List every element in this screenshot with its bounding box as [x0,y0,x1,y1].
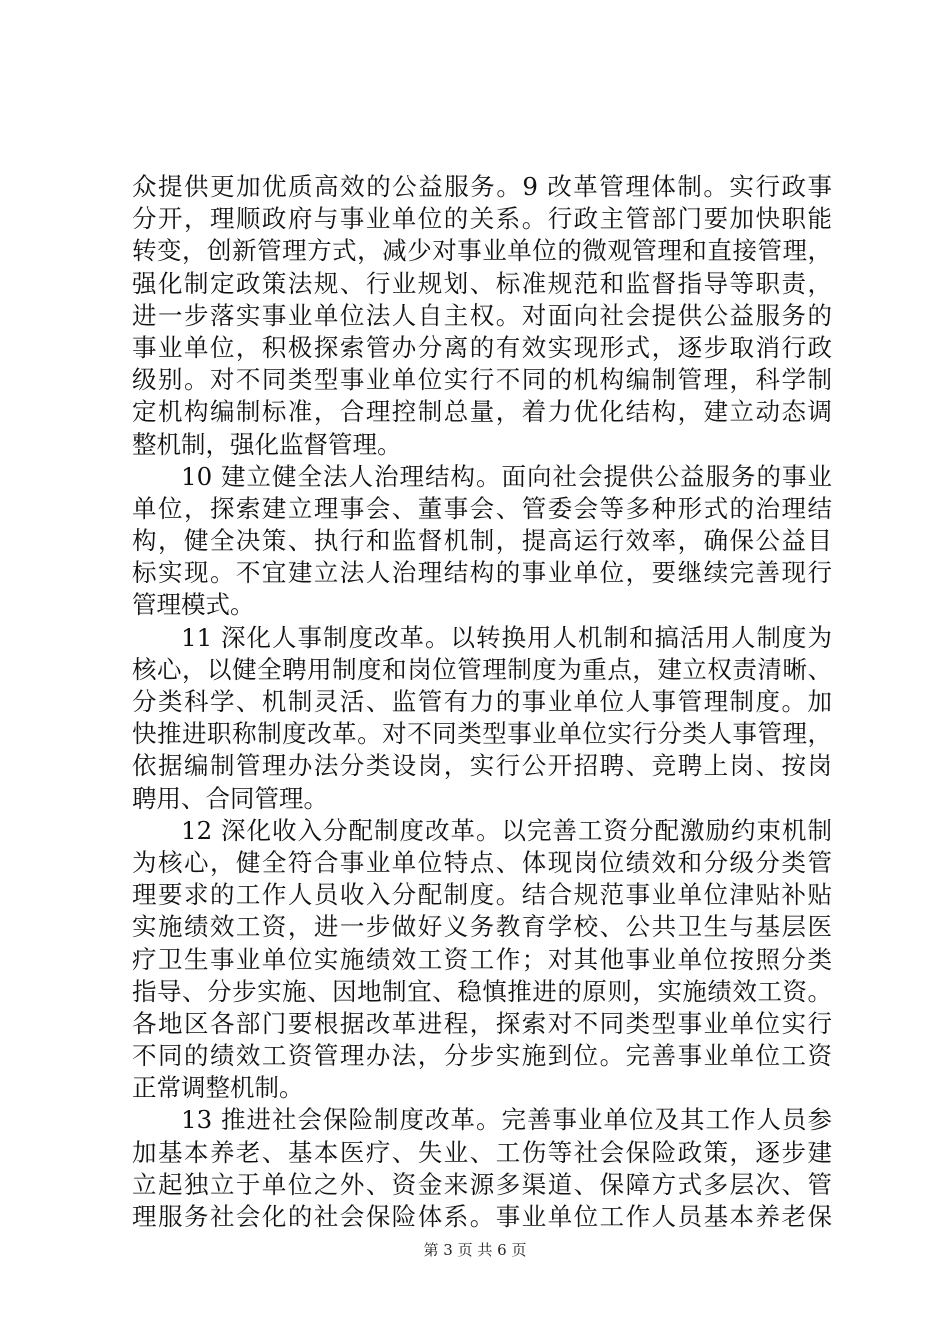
text-line: 分开，理顺政府与事业单位的关系。行政主管部门要加快职能 [132,204,832,234]
text-line: 进一步落实事业单位法人自主权。对面向社会提供公益服务的 [132,300,832,330]
text-line: 为核心，健全符合事业单位特点、体现岗位绩效和分级分类管 [132,847,832,877]
text-line: 众提供更加优质高效的公益服务。9 改革管理体制。实行政事 [132,172,832,201]
text-line: 单位，探索建立理事会、董事会、管委会等多种形式的治理结 [132,493,832,523]
text-line: 依据编制管理办法分类设岗，实行公开招聘、竞聘上岗、按岗 [132,751,832,781]
paragraph-start-line: 12 深化收入分配制度改革。以完善工资分配激励约束机制 [181,815,832,845]
text-line: 聘用、合同管理。 [132,783,328,813]
paragraph-start-line: 13 推进社会保险制度改革。完善事业单位及其工作人员参 [181,1105,832,1135]
text-line: 事业单位，积极探索管办分离的有效实现形式，逐步取消行政 [132,332,832,362]
text-line: 转变，创新管理方式，减少对事业单位的微观管理和直接管理， [132,236,832,266]
text-line: 核心，以健全聘用制度和岗位管理制度为重点，建立权责清晰、 [132,654,832,684]
paragraph-start-line: 10 建立健全法人治理结构。面向社会提供公益服务的事业 [181,461,832,491]
page-number-footer: 第 3 页 共 6 页 [423,1241,527,1259]
document-body [132,171,832,1233]
text-line: 理要求的工作人员收入分配制度。结合规范事业单位津贴补贴 [132,880,832,910]
text-line: 强化制定政策法规、行业规划、标准规范和监督指导等职责， [132,268,832,298]
text-line: 立起独立于单位之外、资金来源多渠道、保障方式多层次、管 [132,1169,832,1199]
text-line: 不同的绩效工资管理办法，分步实施到位。完善事业单位工资 [132,1041,832,1071]
text-line: 理服务社会化的社会保险体系。事业单位工作人员基本养老保 [132,1202,832,1231]
text-line: 疗卫生事业单位实施绩效工资工作；对其他事业单位按照分类 [132,944,832,974]
text-line: 标实现。不宜建立法人治理结构的事业单位，要继续完善现行 [132,558,832,588]
text-line: 各地区各部门要根据改革进程，探索对不同类型事业单位实行 [132,1008,832,1038]
paragraph-start-line: 11 深化人事制度改革。以转换用人机制和搞活用人制度为 [181,622,832,652]
text-line: 构，健全决策、执行和监督机制，提高运行效率，确保公益目 [132,526,832,556]
text-line: 实施绩效工资，进一步做好义务教育学校、公共卫生与基层医 [132,912,832,942]
text-line: 分类科学、机制灵活、监管有力的事业单位人事管理制度。加 [132,687,832,716]
text-line: 快推进职称制度改革。对不同类型事业单位实行分类人事管理， [132,719,832,749]
text-line: 管理模式。 [132,590,255,620]
text-line: 正常调整机制。 [132,1073,304,1103]
text-line: 级别。对不同类型事业单位实行不同的机构编制管理，科学制 [132,365,832,395]
text-line: 定机构编制标准，合理控制总量，着力优化结构，建立动态调 [132,397,832,427]
text-line: 整机制，强化监督管理。 [132,429,402,459]
text-line: 指导、分步实施、因地制宜、稳慎推进的原则，实施绩效工资。 [132,976,832,1006]
text-line: 加基本养老、基本医疗、失业、工伤等社会保险政策，逐步建 [132,1137,832,1167]
